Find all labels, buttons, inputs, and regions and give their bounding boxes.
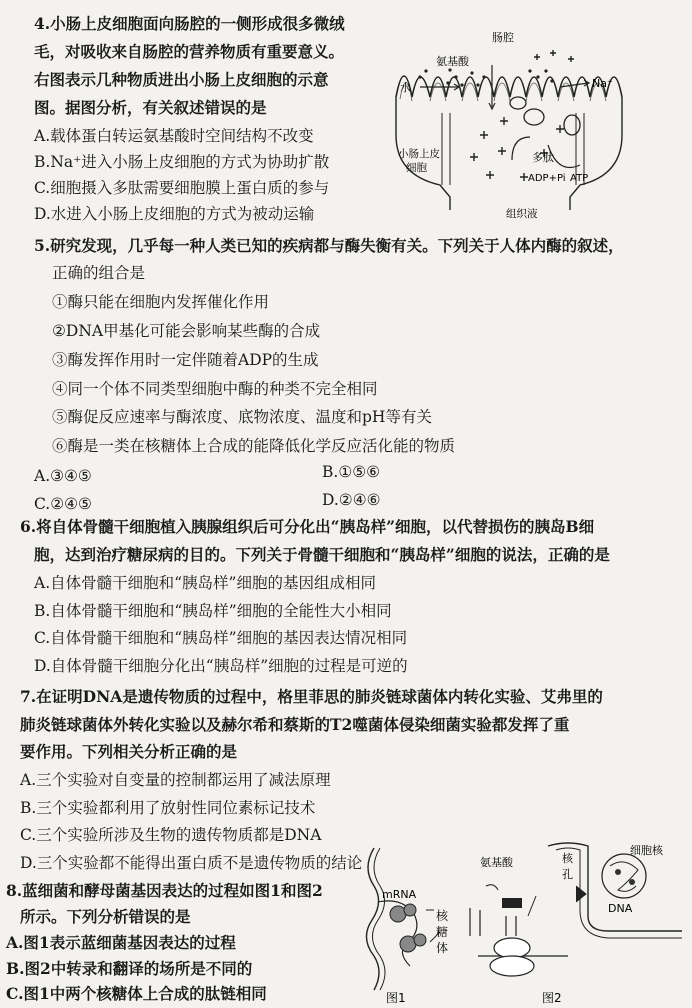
fig2-label-pore-1: 核 xyxy=(562,852,573,865)
q5-stem-line-2: 正确的组合是 xyxy=(52,264,146,282)
q5-item-4: ④同一个体不同类型细胞中酶的种类不完全相同 xyxy=(52,380,378,398)
q8-figure-2 xyxy=(458,836,688,1006)
fig-label-cell-2: 细胞 xyxy=(406,162,427,174)
q6-option-a: A.自体骨髓干细胞和“胰岛样”细胞的基因组成相同 xyxy=(34,574,376,592)
q8-stem-line-1: 8.蓝细菌和酵母菌基因表达的过程如图1和图2 xyxy=(6,881,323,900)
q7-option-a: A.三个实验对自变量的控制都运用了减法原理 xyxy=(20,771,331,789)
fig1-label-ribosome-3: 体 xyxy=(436,941,449,955)
fig-label-peptide: 多肽 xyxy=(532,151,554,164)
q5-option-c: C.②④⑤ xyxy=(34,495,92,513)
q5-item-3: ③酶发挥作用时一定伴随着ADP的生成 xyxy=(52,351,319,369)
q4-intestine-figure xyxy=(380,25,642,220)
q4-option-c: C.细胞摄入多肽需要细胞膜上蛋白质的参与 xyxy=(34,179,330,197)
fig-label-lumen: 肠腔 xyxy=(492,31,514,44)
fig-label-cell-1: 小肠上皮 xyxy=(398,148,440,160)
q8-option-a: A.图1表示蓝细菌基因表达的过程 xyxy=(6,933,236,952)
fig1-label-ribosome-1: 核 xyxy=(436,909,449,923)
q6-stem-line-2: 胞，达到治疗糖尿病的目的。下列关于骨髓干细胞和“胰岛样”细胞的说法，正确的是 xyxy=(34,545,610,564)
fig2-label-nucleus: 细胞核 xyxy=(630,844,663,857)
q7-stem-line-1: 7.在证明DNA是遗传物质的过程中，格里菲思的肺炎链球菌体内转化实验、艾弗里的 xyxy=(20,687,603,706)
fig1-caption: 图1 xyxy=(386,991,406,1005)
fig-label-na: Na⁺ xyxy=(592,77,613,90)
q5-option-d: D.②④⑥ xyxy=(322,491,381,509)
fig-label-atp: ATP xyxy=(570,173,589,184)
q5-stem-line-1: 5.研究发现，几乎每一种人类已知的疾病都与酶失衡有关。下列关于人体内酶的叙述， xyxy=(34,236,624,255)
q5-item-6: ⑥酶是一类在核糖体上合成的能降低化学反应活化能的物质 xyxy=(52,437,456,455)
q8-stem-line-2: 所示。下列分析错误的是 xyxy=(20,907,191,926)
fig-label-water: 水 xyxy=(400,81,411,94)
q4-option-a: A.载体蛋白转运氨基酸时空间结构不改变 xyxy=(34,127,314,145)
q6-option-c: C.自体骨髓干细胞和“胰岛样”细胞的基因表达情况相同 xyxy=(34,629,408,647)
q6-option-d: D.自体骨髓干细胞分化出“胰岛样”细胞的过程是可逆的 xyxy=(34,657,408,675)
fig1-label-ribosome-2: 糖 xyxy=(436,925,449,939)
q5-option-a: A.③④⑤ xyxy=(34,467,92,485)
fig2-caption: 图2 xyxy=(542,991,562,1005)
fig2-label-amino-acid: 氨基酸 xyxy=(480,856,513,869)
fig-label-adp: ADP+Pi xyxy=(528,173,566,184)
fig2-label-pore-2: 孔 xyxy=(562,868,573,881)
q8-option-b: B.图2中转录和翻译的场所是不同的 xyxy=(6,959,253,978)
q5-item-1: ①酶只能在细胞内发挥催化作用 xyxy=(52,293,270,311)
q4-stem-line-3: 右图表示几种物质进出小肠上皮细胞的示意 xyxy=(34,70,329,89)
q6-option-b: B.自体骨髓干细胞和“胰岛样”细胞的全能性大小相同 xyxy=(34,602,392,620)
fig1-label-mrna: mRNA xyxy=(382,888,417,901)
fig-label-amino-acid: 氨基酸 xyxy=(436,55,469,68)
q7-option-b: B.三个实验都利用了放射性同位素标记技术 xyxy=(20,799,316,817)
q7-option-d: D.三个实验都不能得出蛋白质不是遗传物质的结论 xyxy=(20,854,363,872)
q4-option-b: B.Na⁺进入小肠上皮细胞的方式为协助扩散 xyxy=(34,153,330,171)
q5-option-b: B.①⑤⑥ xyxy=(322,463,381,481)
q7-stem-line-3: 要作用。下列相关分析正确的是 xyxy=(20,742,238,761)
q8-option-c: C.图1中两个核糖体上合成的肽链相同 xyxy=(6,984,267,1003)
q7-option-c: C.三个实验所涉及生物的遗传物质都是DNA xyxy=(20,826,322,844)
q8-figure-1 xyxy=(352,842,462,1006)
fig-label-tissue-fluid: 组织液 xyxy=(506,208,538,220)
q7-stem-line-2: 肺炎链球菌体外转化实验以及赫尔希和蔡斯的T2噬菌体侵染细菌实验都发挥了重 xyxy=(20,715,570,734)
q5-item-2: ②DNA甲基化可能会影响某些酶的合成 xyxy=(52,322,321,340)
q5-item-5: ⑤酶促反应速率与酶浓度、底物浓度、温度和pH等有关 xyxy=(52,408,432,426)
q4-stem-line-2: 毛，对吸收来自肠腔的营养物质有重要意义。 xyxy=(34,42,345,61)
q4-option-d: D.水进入小肠上皮细胞的方式为被动运输 xyxy=(34,205,315,223)
fig2-label-dna: DNA xyxy=(608,902,633,915)
q4-stem-line-1: 4.小肠上皮细胞面向肠腔的一侧形成很多微绒 xyxy=(34,14,345,33)
q6-stem-line-1: 6.将自体骨髓干细胞植入胰腺组织后可分化出“胰岛样”细胞，以代替损伤的胰岛B细 xyxy=(20,517,595,536)
q4-stem-line-4: 图。据图分析，有关叙述错误的是 xyxy=(34,98,267,117)
